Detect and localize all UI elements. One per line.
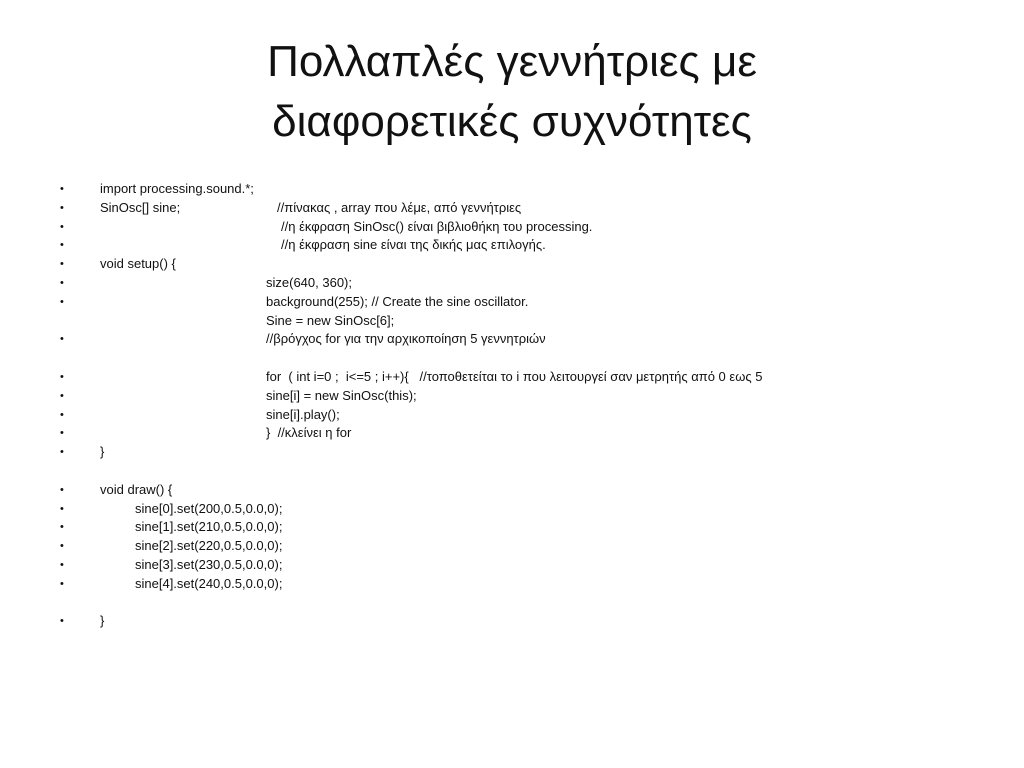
code-comment: //η έκφραση sine είναι της δικής μας επιλογής. [281,237,546,253]
list-item [0,180,1024,199]
bullet-icon: • [60,577,64,590]
bullet-icon: • [60,239,64,252]
code-line: background(255); // Create the sine oscillator. [266,293,529,309]
blank-line [0,594,1024,613]
code-comment: //η έκφραση SinOsc() είναι βιβλιοθήκη του processing. [281,218,593,234]
list-item [0,500,1024,519]
bullet-icon: • [60,483,64,496]
code-line: } //κλείνει η for [266,425,352,441]
list-item [0,575,1024,594]
list-item [0,556,1024,575]
bullet-icon: • [60,201,64,214]
code-line: sine[1].set(210,0.5,0.0,0); [135,519,283,535]
list-item [0,537,1024,556]
bullet-icon: • [60,615,64,628]
bullet-icon: • [60,295,64,308]
list-item [0,312,1024,331]
code-line: size(640, 360); [266,274,352,290]
bullet-icon: • [60,333,64,346]
list-item [0,612,1024,631]
list-item [0,255,1024,274]
bullet-icon: • [60,408,64,421]
list-item [0,293,1024,312]
code-line: import processing.sound.*; [100,181,254,196]
code-line: } [100,613,105,629]
bullet-icon: • [60,446,64,459]
list-item [0,236,1024,255]
bullet-icon: • [60,258,64,271]
code-comment: //πίνακας , array που λέμε, από γεννήτριες [277,199,522,215]
code-line: SinOsc[] sine; [100,199,181,215]
list-item [0,481,1024,500]
code-line: void setup() { [100,256,176,272]
blank-line [0,349,1024,368]
code-line: Sine = new SinOsc[6]; [266,312,395,328]
blank-line [0,462,1024,481]
code-comment: //βρόγχος for για την αρχικοποίηση 5 γεννητριών [266,331,546,347]
code-line: sine[0].set(200,0.5,0.0,0); [135,500,283,516]
list-item [0,424,1024,443]
code-bullet-list [0,180,1024,631]
bullet-icon: • [60,220,64,233]
list-item [0,330,1024,349]
bullet-icon: • [60,502,64,515]
code-line: void draw() { [100,481,173,497]
bullet-icon: • [60,427,64,440]
code-line: sine[i].play(); [266,406,340,422]
bullet-icon: • [60,558,64,571]
list-item [0,199,1024,218]
code-line: sine[2].set(220,0.5,0.0,0); [135,538,283,554]
code-line: } [100,444,105,460]
list-item [0,368,1024,387]
list-item [0,218,1024,237]
slide-title [0,32,1024,152]
bullet-icon: • [60,389,64,402]
list-item [0,274,1024,293]
code-line: sine[3].set(230,0.5,0.0,0); [135,556,283,572]
list-item [0,406,1024,425]
bullet-icon: • [60,521,64,534]
list-item [0,387,1024,406]
title-line-1: Πολλαπλές γεννήτριες με [267,37,757,86]
bullet-icon: • [60,183,64,195]
list-item [0,518,1024,537]
code-line: sine[i] = new SinOsc(this); [266,387,417,403]
bullet-icon: • [60,276,64,289]
bullet-icon: • [60,540,64,553]
bullet-icon: • [60,370,64,383]
code-line: for ( int i=0 ; i<=5 ; i++){ //τοποθετείται το i που λειτουργεί σαν μετρητής από 0 εως 5 [266,368,763,384]
list-item [0,443,1024,462]
title-line-2: διαφορετικές συχνότητες [272,97,752,146]
code-line: sine[4].set(240,0.5,0.0,0); [135,575,283,591]
